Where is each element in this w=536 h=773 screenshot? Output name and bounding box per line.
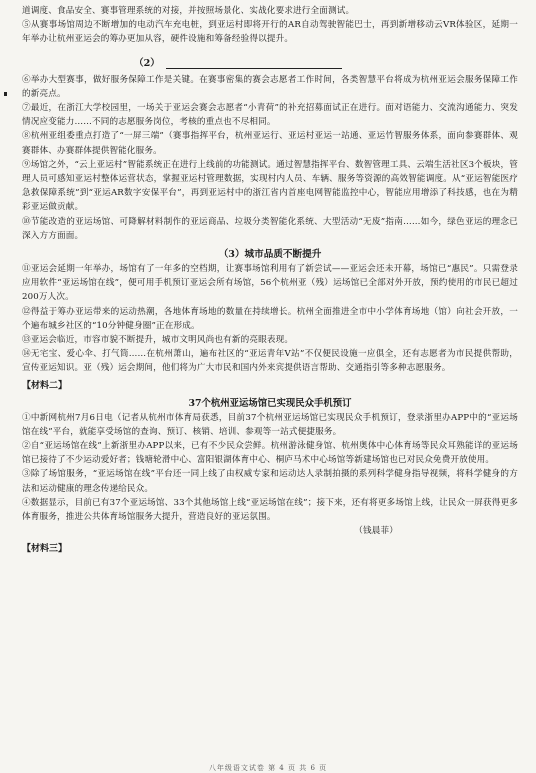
paragraph-s3-1: ⑫得益于筹办亚运带来的运动热潮，各地体育场地的数量在持续增长。杭州全面推进全市中小学体育场地（馆）向社会开放，一个遍布城乡社区的“10分钟健身圈”正在形成。 [22,306,518,331]
paragraph-s2-1: ⑦最近，在浙江大学校园里，一场关于亚运会赛会志愿者“小青荷”的补充招募面试正在进行。面对语能力、交流沟通能力、突发情况应变能力……不同的志愿服务岗位，考核的重点也不尽相同。 [22,103,518,128]
paragraph-s3-0: ⑪亚运会延期一年举办，场馆有了一年多的空档期，让赛事场馆利用有了新尝试——亚运会还未开幕，场馆已“惠民”。只需登录应用软件“亚运场馆在线”，便可用手机预订亚运会所有场馆，56个杭州亚（残）运场馆已全部对外开放，预约使用的市民已超过200万人次。 [22,264,518,303]
author-credit: （钱晨菲） [354,526,398,537]
section-2-label: （2） [134,57,160,69]
paragraph-m2-0: ①中新网杭州7月6日电（记者从杭州市体育局获悉，目前37个杭州亚运场馆已实现民众手机预订，登录浙里办APP中的“亚运场馆在线”平台，就能享受场馆的查询、预订、核销、培训、参观等一站式便捷服务。 [22,412,518,437]
news-title: 37个杭州亚运场馆已实现民众手机预订 [188,397,352,409]
section-3-title: （3）城市品质不断提升 [218,249,322,261]
paragraph-top-0: 道调度、食品安全、赛事管理系统的对接，并按照场景化、实战化要求进行全面测试。 [22,6,355,16]
paragraph-s2-3: ⑨场馆之外，“云上亚运村”智能系统正在进行上线前的功能测试。通过智慧指挥平台、数智管理工具、云端生活社区3个板块，管理人员可感知亚运村整体运营状态，掌握亚运村管理数据，实现村内人员、车辆、服务等资源的高效智能调度。从“亚运智能医疗急救保障系统”到“亚运AR数字安保平台”，再到亚运村中的浙江省内首座电网智能监控中心，智能应用增添了科技感，也在为精彩亚运做贡献。 [22,159,518,213]
answer-blank [166,58,342,69]
material-3-label: 【材料三】 [22,543,68,554]
material-2-label: 【材料二】 [22,380,68,391]
paragraph-m2-1: ②自“亚运场馆在线”上新浙里办APP以来，已有不少民众尝鲜。杭州游泳健身馆、杭州奥体中心体育场等民众耳熟能详的亚运场馆已接待了不少运动爱好者；钱塘轮滑中心、富阳银湖体育中心、桐庐马术中心场馆等新建场馆也已对民众免费开放使用。 [22,441,518,466]
paragraph-s2-4: ⑩节能改造的亚运场馆、可降解材料制作的亚运商品、垃圾分类智能化系统、大型活动“无废”指南……如今，绿色亚运的理念已深入方方面面。 [22,216,518,241]
paragraph-s2-0: ⑥举办大型赛事，做好服务保障工作是关键。在赛事密集的赛会志愿者工作时间，各类智慧平台将成为杭州亚运会服务保障工作的新亮点。 [22,74,518,99]
paragraph-top-1: ⑤从赛事场馆周边不断增加的电动汽车充电桩，到亚运村即将开行的AR自动驾驶智能巴士，再到新增移动云VR体验区，延期一年举办让杭州亚运会的筹办更加从容，硬件设施和筹备经验得以提升。 [22,20,518,45]
paragraph-s3-3: ⑭无宅宝、爱心伞、打气筒……在杭州萧山，遍布社区的“亚运青年V站”不仅便民设施一应俱全，还有志愿者为市民提供帮助，宣传亚运知识。亚（残）运会期间，他们将为广大市民和国内外来宾提供语言帮助、交通指引等多种志愿服务。 [22,349,518,374]
paragraph-s2-2: ⑧杭州亚组委重点打造了“一屏三端”（赛事指挥平台，杭州亚运行、亚运村亚运一站通、亚运竹智服务体系，面向参赛群体、观赛群体、办赛群体提供智能化服务。 [22,131,518,156]
section-2-heading [22,55,518,69]
paragraph-s3-2: ⑬亚运会临近，市容市貌不断提升，城市文明风尚也有新的亮眼表现。 [22,335,294,346]
paragraph-m2-3: ④数据显示，目前已有37个亚运场馆、33个其他场馆上线“亚运场馆在线”；接下来，还有将更多场馆上线，让民众一屏获得更多体育服务，推进公共体育场馆服务大提升，营造良好的亚运氛围。 [22,497,518,523]
page-footer: 八年级语文试卷 第 4 页 共 6 页 [208,764,328,772]
margin-mark [4,92,7,96]
paragraph-m2-2: ③除了场馆服务，“亚运场馆在线”平台还一同上线了由权威专家和运动达人录制拍摄的系列科学健身指导视频，将科学健身的方法和运动健康的理念传递给民众。 [22,469,518,494]
